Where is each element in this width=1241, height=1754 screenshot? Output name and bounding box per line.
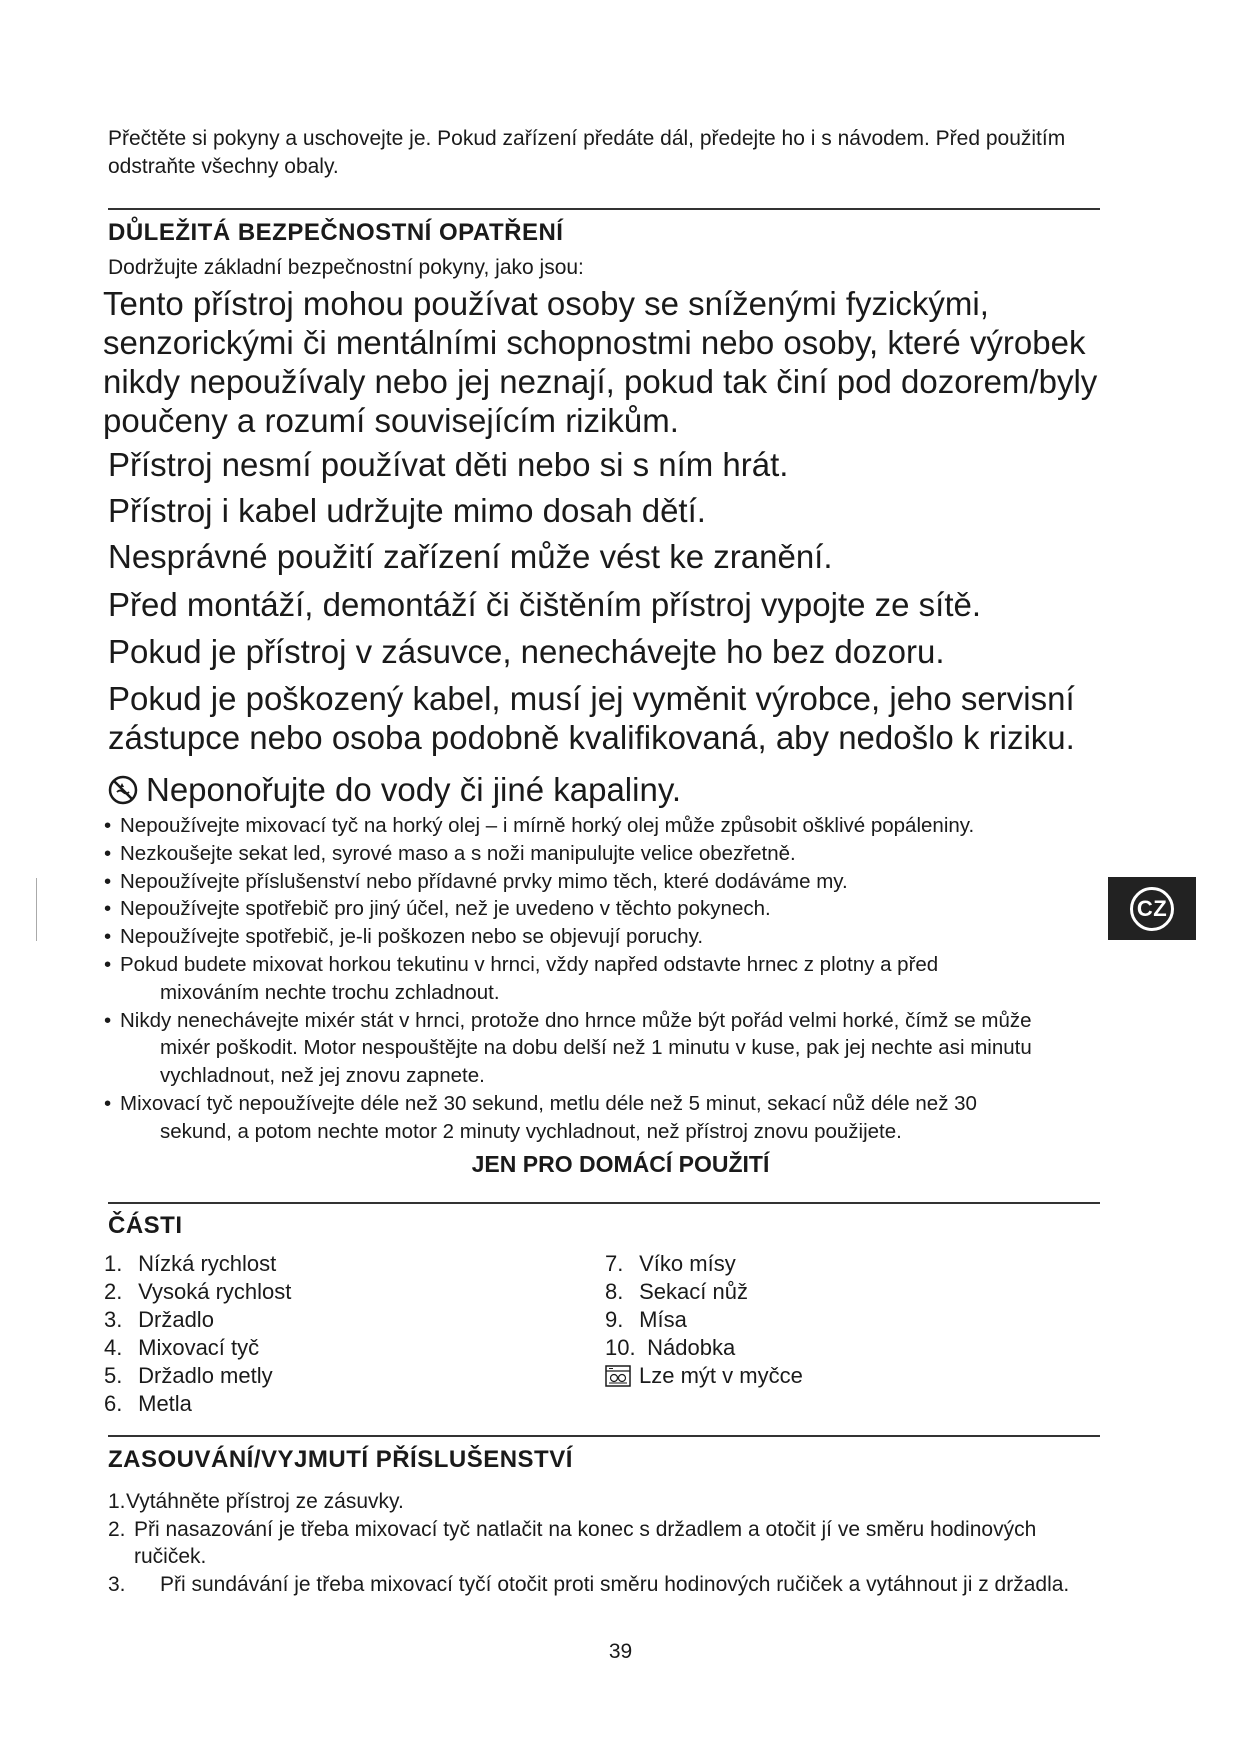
- safety-item-large: Před montáží, demontáží či čištěním přístroj vypojte ze sítě.: [108, 586, 982, 623]
- no-immersion-warning: [108, 770, 681, 809]
- margin-mark: [36, 878, 37, 941]
- list-item: 7. Víko mísy: [605, 1251, 736, 1276]
- list-item: 9. Mísa: [605, 1307, 687, 1332]
- list-item: • Nezkoušejte sekat led, syrové maso a s noži manipulujte velice obezřetně.: [104, 841, 796, 865]
- language-tab: [1108, 877, 1196, 940]
- list-item: • Nepoužívejte příslušenství nebo přídavné prvky mimo těch, které dodáváme my.: [104, 869, 848, 893]
- safety-item-large: Pokud je poškozený kabel, musí jej vyměnit výrobce, jeho servisní zástupce nebo osoba podobně kvalifikovaná, aby nedošlo k riziku.: [108, 680, 1075, 756]
- list-item: 8. Sekací nůž: [605, 1279, 748, 1304]
- language-badge: CZ: [1130, 887, 1174, 931]
- accessories-steps: [108, 1488, 1108, 1598]
- safety-item-large: Tento přístroj mohou používat osoby se sníženými fyzickými, senzorickými či mentálními schopnostmi nebo osoby, které výrobek nikdy nepoužívaly nebo jej neznají, pokud tak činí pod dozorem/byly poučeny a rozumí souvisejícím rizikům.: [103, 285, 1098, 439]
- safety-item-large: Pokud je přístroj v zásuvce, nenechávejte ho bez dozoru.: [108, 633, 945, 670]
- home-use-notice: JEN PRO DOMÁCÍ POUŽITÍ: [471, 1151, 770, 1177]
- safety-item-large: Přístroj i kabel udržujte mimo dosah dětí.: [108, 492, 706, 529]
- list-item: 2. Při nasazování je třeba mixovací tyč natlačit na konec s držadlem a otočit jí ve směru hodinových ručiček.: [108, 1517, 1037, 1568]
- no-water-icon: [108, 775, 138, 805]
- parts-list-left: [104, 1250, 291, 1418]
- section-divider: [108, 1435, 1100, 1437]
- safety-item-large: Přístroj nesmí používat děti nebo si s ním hrát.: [108, 446, 789, 483]
- list-item: 10. Nádobka: [605, 1335, 736, 1360]
- list-item: 2. Vysoká rychlost: [104, 1279, 292, 1304]
- section-divider: [108, 1202, 1100, 1204]
- accessories-heading: ZASOUVÁNÍ/VYJMUTÍ PŘÍSLUŠENSTVÍ: [108, 1446, 573, 1473]
- list-item: • Mixovací tyč nepoužívejte déle než 30 sekund, metlu déle než 5 minut, sekací nůž déle než 30 sekund, a potom nechte motor 2 minuty vychladnout, než přístroj znovu použijete.: [104, 1091, 977, 1143]
- list-item: 3. Držadlo: [104, 1307, 214, 1332]
- list-item: 1. Vytáhněte přístroj ze zásuvky.: [108, 1490, 404, 1513]
- page-number: 39: [608, 1640, 633, 1663]
- intro-text: Přečtěte si pokyny a uschovejte je. Pokud zařízení předáte dál, předejte ho i s návodem. Před použitím odstraňte všechny obaly.: [108, 127, 1066, 178]
- section-divider: [108, 208, 1100, 210]
- list-item: 6. Metla: [104, 1391, 192, 1416]
- list-item: • Nepoužívejte spotřebič, je-li poškozen nebo se objevují poruchy.: [104, 925, 704, 949]
- no-water-text: Neponořujte do vody či jiné kapaliny.: [146, 771, 682, 808]
- safety-item-large: Nesprávné použití zařízení může vést ke zranění.: [108, 538, 833, 575]
- list-item: • Nepoužívejte spotřebič pro jiný účel, než je uvedeno v těchto pokynech.: [104, 897, 771, 921]
- parts-heading: ČÁSTI: [108, 1212, 183, 1239]
- safety-heading: DŮLEŽITÁ BEZPEČNOSTNÍ OPATŘENÍ: [108, 219, 564, 246]
- list-item: [605, 1362, 803, 1390]
- list-item: • Nepoužívejte mixovací tyč na horký olej – i mírně horký olej může způsobit ošklivé popáleniny.: [104, 814, 975, 837]
- safety-subtitle: Dodržujte základní bezpečnostní pokyny, jako jsou:: [108, 256, 584, 279]
- parts-list-right: [605, 1250, 803, 1390]
- list-item: 4. Mixovací tyč: [104, 1335, 260, 1360]
- list-item: • Pokud budete mixovat horkou tekutinu v hrnci, vždy napřed odstavte hrnec z plotny a před mixováním nechte trochu zchladnout.: [104, 952, 939, 1004]
- list-item: 1. Nízká rychlost: [104, 1251, 277, 1276]
- list-item: 5. Držadlo metly: [104, 1363, 273, 1388]
- list-item: • Nikdy nenechávejte mixér stát v hrnci, protože dno hrnce může být pořád velmi horké, čímž se může mixér poškodit. Motor nespouštějte na dobu delší než 1 minutu v kuse, pak jej nechte asi minutu vychladnout, než jej znovu zapnete.: [104, 1008, 1032, 1088]
- safety-bullet-list: [104, 812, 1104, 1146]
- dishwasher-note: Lze mýt v myčce: [639, 1363, 803, 1388]
- dishwasher-icon: [605, 1365, 631, 1387]
- list-item: 3. Při sundávání je třeba mixovací tyčí otočit proti směru hodinových ručiček a vytáhnout ji z držadla.: [108, 1572, 1070, 1596]
